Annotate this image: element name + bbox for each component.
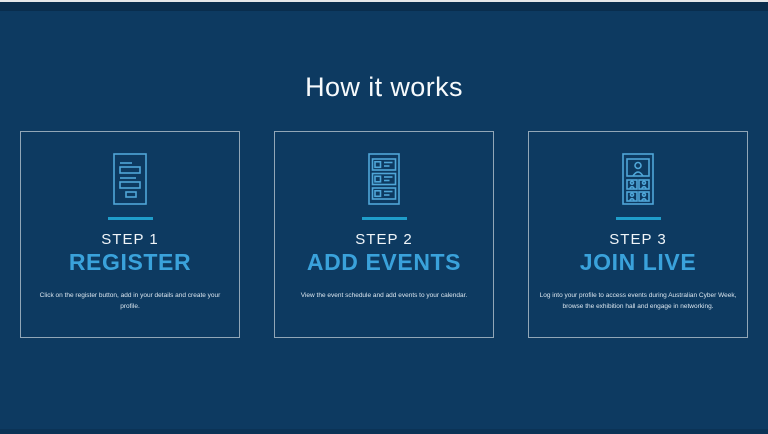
step-description: Click on the register button, add in your details and create your profile. [39,292,221,311]
step-description: Log into your profile to access events during Australian Cyber Week, browse the exhibition hall and engage in networking. [539,292,737,311]
bottom-strip [0,429,768,434]
step-title: REGISTER [68,249,192,275]
step-card-add-events [274,131,494,338]
video-conference-icon [615,150,661,208]
step-title: ADD EVENTS [306,249,462,275]
step-number: STEP 2 [355,231,413,248]
step-divider [362,217,407,220]
step-divider [616,217,661,220]
section-heading: How it works [305,72,463,102]
top-strip [0,2,768,11]
step-description: View the event schedule and add events to your calendar. [300,292,468,299]
event-schedule-icon [361,150,407,208]
steps-row [20,131,748,338]
step-number: STEP 3 [609,231,667,248]
step-divider [108,217,153,220]
step-number: STEP 1 [101,231,159,248]
step-card-register [20,131,240,338]
register-form-icon [107,150,153,208]
step-title: JOIN LIVE [579,249,697,275]
step-card-join-live [528,131,748,338]
